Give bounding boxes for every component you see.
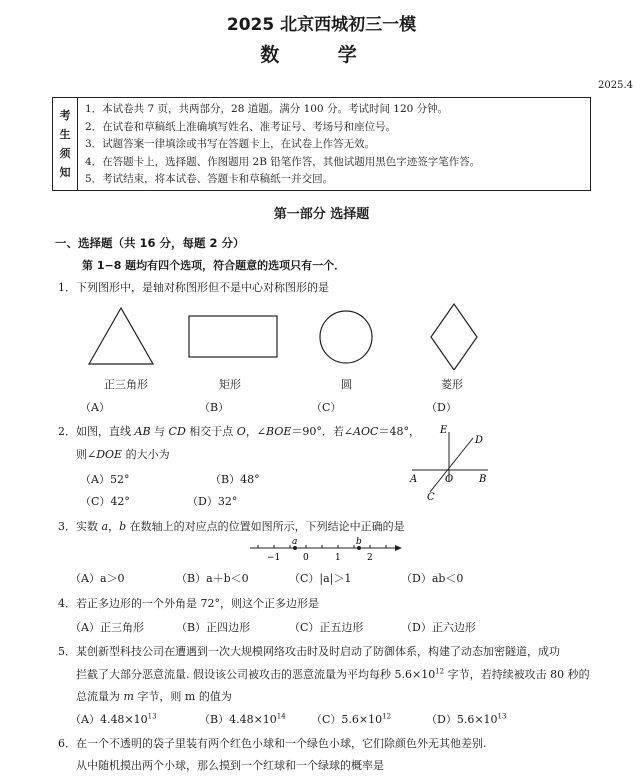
q1-shape-name: 正三角形 <box>104 378 148 391</box>
q6-stem-line1: 6．在一个不透明的袋子里装有两个红色小球和一个绿色小球，它们除颜色外无其他差别. <box>58 737 487 750</box>
q3-option-b[interactable]: （B）a＋b＜0 <box>176 572 249 585</box>
q2-intersecting-lines-figure <box>400 420 500 500</box>
q5-stem-line3: 总流量为 m 字节，则 m 的值为 <box>76 690 232 703</box>
q4-stem: 4．若正多边形的一个外角是 72°，则这个正多边形是 <box>58 597 319 610</box>
q2-option-c[interactable]: （C）42° <box>80 495 130 508</box>
q4-option-c[interactable]: （C）正五边形 <box>289 621 364 634</box>
q4-option-d[interactable]: （D）正六边形 <box>401 621 476 634</box>
notice-items <box>85 101 480 189</box>
q2-option-b[interactable]: （B）48° <box>210 473 260 486</box>
q4-option-a[interactable]: （A）正三角形 <box>70 621 144 634</box>
notice-label <box>53 98 78 190</box>
q2-option-d[interactable]: （D）32° <box>187 495 238 508</box>
q1-shape-name: 矩形 <box>219 378 241 391</box>
notice-item: 1．本试卷共 7 页，共两部分，28 道题。满分 100 分。考试时间 120 分钟。 <box>85 103 449 115</box>
subject-title: 数 学 <box>260 44 383 66</box>
circle-shape <box>320 311 372 363</box>
notice-label-char: 知 <box>59 166 71 179</box>
q1-shape-name: 菱形 <box>441 378 463 391</box>
q2-option-a[interactable]: （A）52° <box>80 473 130 486</box>
q5-option-d[interactable]: $(D)5.6\times 10^{13}$ <box>426 712 507 726</box>
point-b-label: b <box>356 537 362 547</box>
q1-option-b[interactable]: （B） <box>199 401 230 414</box>
q1-figures <box>0 300 643 370</box>
label-c: C <box>427 492 435 500</box>
q3-option-c[interactable]: （C）|a|＞1 <box>289 572 352 585</box>
label-e: E <box>440 425 448 436</box>
notice-item: 3．试题答案一律填涂或书写在答题卡上，在试卷上作答无效。 <box>85 138 376 150</box>
equilateral-triangle-shape <box>89 308 153 364</box>
tick-label: −1 <box>267 553 281 563</box>
q3-option-d[interactable]: （D）ab＜0 <box>401 572 464 585</box>
q5-option-b[interactable]: $(B)4.48\times 10^{14}$ <box>199 712 286 726</box>
q1-option-c[interactable]: （C） <box>311 401 342 414</box>
axis-arrow-icon <box>395 545 402 551</box>
q1-shape-name: 圆 <box>341 378 352 391</box>
q2-stem-line1: 2．如图，直线 AB 与 CD 相交于点 O，∠BOE＝90°．若∠AOC＝48°， <box>58 425 420 438</box>
section-instruction: 第 1−8 题均有四个选项，符合题意的选项只有一个． <box>82 259 346 272</box>
section-heading: 一、选择题（共 16 分，每题 2 分） <box>55 236 245 250</box>
rhombus-shape <box>431 304 477 370</box>
notice-label-char: 考 <box>59 109 71 122</box>
tick-label: 2 <box>367 553 373 563</box>
label-b: B <box>479 474 487 485</box>
notice-item: 2．在试卷和草稿纸上准确填写姓名、准考证号、考场号和座位号。 <box>85 120 397 133</box>
q1-option-d[interactable]: （D） <box>426 401 457 414</box>
q3-stem: 3．实数 a，b 在数轴上的对应点的位置如图所示，下列结论中正确的是 <box>58 520 405 533</box>
notice-item: 4．在答题卡上，选择题、作图题用 2B 铅笔作答，其他试题用黑色字迹签字笔作答。 <box>85 155 481 168</box>
q4-option-b[interactable]: （B）正四边形 <box>176 621 251 634</box>
notice-item: 5．考试结束，将本试卷、答题卡和草稿纸一并交回。 <box>85 173 334 185</box>
rectangle-shape <box>189 316 277 357</box>
q6-stem-line2: 从中随机摸出两个小球，那么摸到一个红球和一个绿球的概率是 <box>76 759 384 772</box>
label-o: O <box>445 474 454 485</box>
q3-number-line <box>240 535 410 565</box>
tick-label: 1 <box>335 553 341 563</box>
candidate-notice-box <box>52 97 591 191</box>
section-title: 第一部分 选择题 <box>273 207 370 222</box>
label-a: A <box>410 474 418 485</box>
q5-option-a[interactable]: $(A)4.48\times 10^{13}$ <box>70 712 157 726</box>
notice-label-char: 生 <box>59 128 71 141</box>
q1-stem: 1．下列图形中，是轴对称图形但不是中心对称图形的是 <box>58 281 329 294</box>
q3-option-a[interactable]: （A）a＞0 <box>70 572 125 585</box>
point-a-label: a <box>292 537 298 547</box>
q5-stem-line2: 拦截了大部分恶意流量. 假设该公司被攻击的恶意流量为平均每秒 $5.6\times 10^{12}$ 字节，若持续被攻击 80 秒的 <box>76 667 590 681</box>
q5-stem-line1: 5．某创新型科技公司在遭遇到一次大规模网络攻击时及时启动了防御体系，构建了动态加密隧道，成功 <box>58 645 560 658</box>
exam-date: 2025.4 <box>598 80 633 91</box>
q5-option-c[interactable]: $(C)5.6\times 10^{12}$ <box>311 712 392 726</box>
tick-label: 0 <box>303 553 309 563</box>
q1-option-a[interactable]: （A） <box>80 401 110 414</box>
label-d: D <box>475 435 484 446</box>
exam-title: 2025 北京西城初三一模 <box>226 15 417 35</box>
notice-label-char: 须 <box>59 147 71 160</box>
q2-stem-line2: 则∠DOE 的大小为 <box>76 448 170 461</box>
